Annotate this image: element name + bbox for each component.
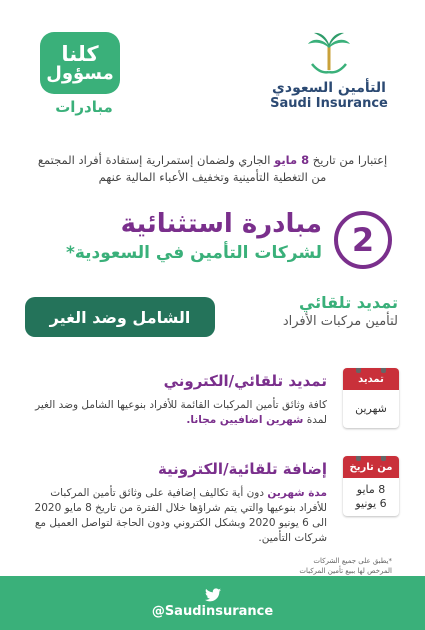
extension-heading	[283, 293, 398, 329]
section2-highlight: مدة شهرين	[267, 487, 327, 499]
headline-subtitle: لشركات التأمين في السعودية*	[65, 243, 322, 263]
initiative-count-badge: 2	[334, 211, 392, 269]
calendar-ring	[356, 368, 361, 373]
section2-text	[22, 486, 327, 546]
section2-title: إضافة تلقائية/الكترونية	[157, 460, 327, 478]
section1-text	[22, 398, 327, 428]
section2-body: دون أية تكاليف إضافية على وثائق تأمين المركبات للأفراد بنوعيها والتي يتم شراؤها خلال الفترة من تاريخ 8 مايو 2020 الى 6 يونيو 2020 وبشكل الكتروني ودون الحاجة لتواصل العميل مع شركات التأمين.	[34, 487, 327, 544]
headline-title: مبادرة استثنائية	[120, 209, 322, 239]
intro-text	[30, 152, 395, 186]
logo-sub: مبادرات	[55, 98, 113, 116]
calendar-value: شهرين	[355, 402, 387, 415]
calendar-header-label: تمديد	[358, 373, 384, 385]
calendar-start-date: 8 مايو	[356, 483, 386, 496]
logo-badge	[40, 32, 120, 94]
footer-bar	[0, 576, 425, 630]
calendar-ring	[381, 368, 386, 373]
section1-highlight: شهرين اضافيين مجانا.	[186, 414, 304, 426]
logo-line2: مسؤول	[46, 62, 114, 84]
calendar-ring	[381, 456, 386, 461]
intro-part1: إعتبارا من تاريخ	[312, 153, 388, 167]
logo-english-name: Saudi Insurance	[270, 96, 388, 111]
palm-emblem-icon	[304, 28, 354, 78]
coverage-type-pill: الشامل وضد الغير	[25, 297, 215, 337]
footnote-line2: المرخص لها ببيع تأمين المركبات	[299, 567, 392, 575]
extension-title: تمديد تلقائي	[298, 293, 398, 312]
extension-row	[25, 293, 400, 343]
auto-extension-section	[18, 368, 407, 448]
extension-subtitle: لتأمين مركبات الأفراد	[282, 314, 398, 329]
intro-part2: الجاري ولضمان إستمرارية إستفادة أفراد المجتمع من التغطية التأمينية وتخفيف الأعباء المالية عنهم	[37, 153, 327, 184]
calendar-ring	[356, 456, 361, 461]
logo-arabic-name: التأمين السعودي	[272, 80, 386, 96]
calendar-icon	[343, 368, 399, 428]
calendar-header	[343, 368, 399, 390]
saudi-insurance-logo	[269, 28, 389, 123]
auto-addition-section	[18, 456, 407, 556]
calendar-end-date: 6 يونيو	[355, 497, 387, 510]
intro-highlight: 8 مايو	[274, 153, 310, 167]
twitter-icon[interactable]	[205, 588, 221, 602]
kulluna-masoul-logo	[40, 32, 150, 122]
footnote-line1: *يطبق على جميع الشركات	[313, 557, 392, 565]
headline	[25, 207, 400, 277]
section1-title: تمديد تلقائي/الكتروني	[163, 372, 327, 390]
calendar-body	[343, 478, 399, 516]
section1-body: كافة وثائق تأمين المركبات القائمة للأفراد بنوعيها الشامل وضد الغير لمدة	[35, 399, 327, 426]
calendar-header	[343, 456, 399, 478]
logo-line1: كلنا	[61, 41, 99, 66]
calendar-icon	[343, 456, 399, 516]
footnote	[262, 556, 392, 576]
calendar-body	[343, 390, 399, 428]
calendar-header-label: من تاريخ	[349, 461, 393, 473]
twitter-handle-link[interactable]: @Saudinsurance	[151, 603, 274, 619]
